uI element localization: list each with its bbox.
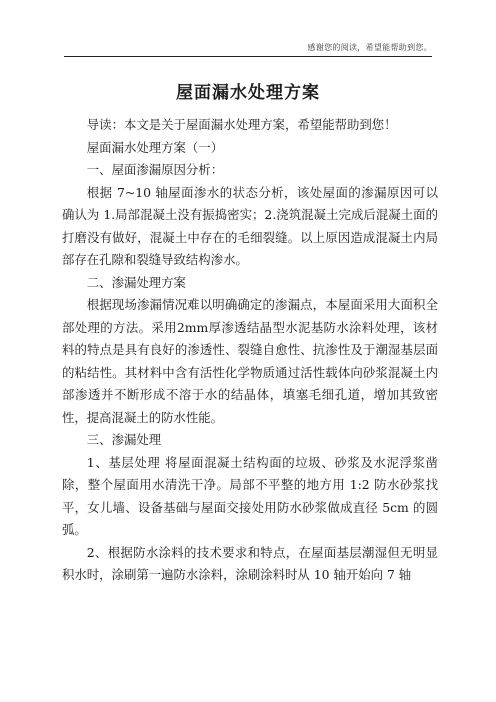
header-divider	[64, 56, 432, 57]
paragraph-step-2: 2、根据防水涂料的技术要求和特点，在屋面基层潮湿但无明显积水时，涂刷第一遍防水涂料，涂刷涂料时从 10 轴开始向 7 轴	[62, 544, 438, 582]
paragraph-cause-analysis: 根据 7~10 轴屋面渗水的状态分析，该处屋面的渗漏原因可以确认为 1.局部混凝土没有振捣密实；2.浇筑混凝土完成后混凝土面的打磨没有做好，混凝土中存在的毛细裂缝。以上原因造成混凝土内局部存在孔隙和裂缝导致结构渗水。	[62, 184, 438, 267]
section-heading-1: 一、屋面渗漏原因分析：	[86, 162, 224, 177]
intro-paragraph: 导读：本文是关于屋面漏水处理方案，希望能帮助到您！	[86, 117, 397, 132]
paragraph-step-1: 1、基层处理 将屋面混凝土结构面的垃圾、砂浆及水泥浮浆凿除，整个屋面用水清洗干净。局部不平整的地方用 1:2 防水砂浆找平，女儿墙、设备基础与屋面交接处用防水砂浆做成直径 5cm 的圆弧。	[62, 454, 438, 537]
document-body	[62, 114, 438, 587]
document-title: 屋面漏水处理方案	[176, 83, 320, 103]
section-heading-2: 二、渗漏处理方案	[86, 274, 186, 290]
paragraph-treatment-plan: 根据现场渗漏情况难以明确确定的渗漏点，本屋面采用大面积全部处理的方法。采用2mm厚渗透结晶型水泥基防水涂料处理，该材料的特点是具有良好的渗透性、裂缝自愈性、抗渗性及于潮湿基层面的粘结性。其材料中含有活性化学物质通过活性载体向砂浆混凝土内部渗透并不断形成不溶于水的结晶体，填塞毛细孔道，增加其致密性，提高混凝土的防水性能。	[62, 297, 438, 425]
header-note: 感谢您的阅读，希望能帮助到您。	[307, 43, 432, 52]
section-label: 屋面漏水处理方案（一）	[86, 139, 224, 155]
section-heading-3: 三、渗漏处理	[86, 432, 162, 447]
